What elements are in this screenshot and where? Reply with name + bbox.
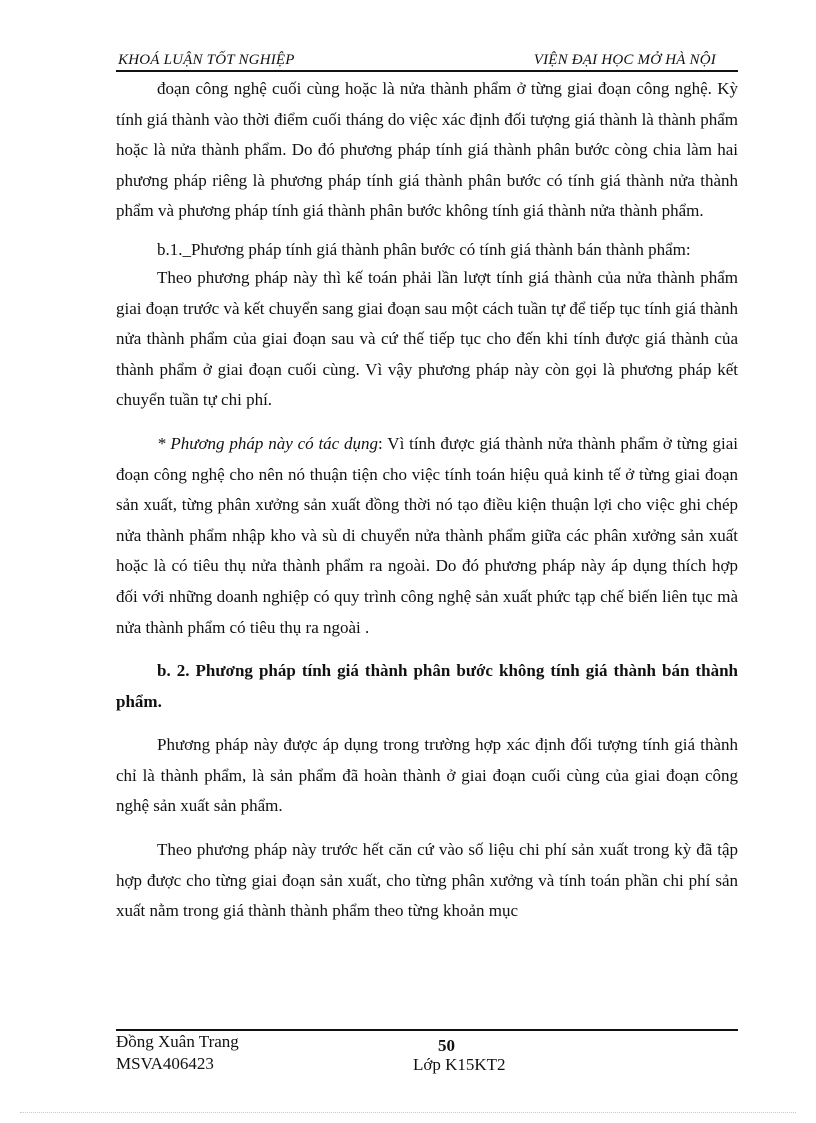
header-thesis-title: KHOÁ LUẬN TỐT NGHIỆP (118, 52, 295, 68)
page-header (118, 52, 738, 70)
paragraph-intro: đoạn công nghệ cuối cùng hoặc là nửa thành phẩm ở từng giai đoạn công nghệ. Kỳ tính giá thành vào thời điểm cuối tháng do việc xác định đối tượng giá thành là thành phẩm hoặc là nửa thành phẩm. Do đó phương pháp tính giá thành phân bước còng chia làm hai phương pháp riêng là phương pháp tính giá thành phân bước có tính giá thành nửa thành phẩm và phương pháp tính giá thành phân bước không tính giá thành nửa thành phẩm. (116, 79, 738, 221)
footer-class: Lớp K15KT2 (413, 1055, 506, 1074)
document-body (116, 74, 738, 927)
header-divider (116, 70, 738, 72)
paragraph-effect (116, 429, 738, 643)
effect-lead: * Phương pháp này có tác dụng (157, 433, 379, 453)
footer-page-number: 50 (438, 1036, 455, 1055)
paragraph-b2-method: Theo phương pháp này trước hết căn cứ vào số liệu chi phí sản xuất trong kỳ đã tập hợp được cho từng giai đoạn sản xuất, cho từng phân xưởng và tính toán phần chi phí sản xuất nằm trong giá thành thành phẩm theo từng khoản mục (116, 840, 738, 921)
footer-author-name: Đồng Xuân Trang (116, 1032, 239, 1051)
footer-divider (116, 1029, 738, 1031)
heading-b1: b.1._Phương pháp tính giá thành phân bước có tính giá thành bán thành phẩm: (157, 239, 691, 259)
paragraph-b1-method: Theo phương pháp này thì kế toán phải lần lượt tính giá thành của nửa thành phẩm giai đoạn trước và kết chuyển sang giai đoạn sau một cách tuần tự để tiếp tục tính giá thành nửa thành phẩm của giai đoạn sau và cứ thế tiếp tục cho đến khi tính được giá thành của thành phẩm ở giai đoạn cuối cùng. Vì vậy phương pháp này còn gọi là phương pháp kết chuyển tuần tự chi phí. (116, 267, 738, 410)
footer-student-id: MSVA406423 (116, 1054, 214, 1073)
effect-text: : Vì tính được giá thành nửa thành phẩm ở từng giai đoạn công nghệ cho nên nó thuận tiện cho việc tính toán hiệu quả kinh tế ở từng giai đoạn sản xuất, từng phân xưởng sản xuất đồng thời nó tạo điều kiện thuận lợi cho việc ghi chép nửa thành phẩm nhập kho và sù di chuyển nửa thành phẩm giữa các phân xưởng sản xuất hoặc là có tiêu thụ nửa thành phẩm ra ngoài. Do đó phương pháp này áp dụng thích hợp đối với những doanh nghiệp có quy trình công nghệ sản xuất phức tạp chế biến liên tục mà nửa thành phẩm có tiêu thụ ra ngoài . (116, 433, 738, 637)
paragraph-b2-scope: Phương pháp này được áp dụng trong trường hợp xác định đối tượng tính giá thành chỉ là thành phẩm, là sản phẩm đã hoàn thành ở giai đoạn cuối cùng của giai đoạn công nghệ sản xuất sản phẩm. (116, 735, 738, 816)
header-institution: VIỆN ĐẠI HỌC MỞ HÀ NỘI (533, 52, 716, 68)
page-bottom-border (20, 1112, 796, 1113)
heading-b2: b. 2. Phương pháp tính giá thành phân bước không tính giá thành bán thành phẩm. (116, 661, 738, 711)
